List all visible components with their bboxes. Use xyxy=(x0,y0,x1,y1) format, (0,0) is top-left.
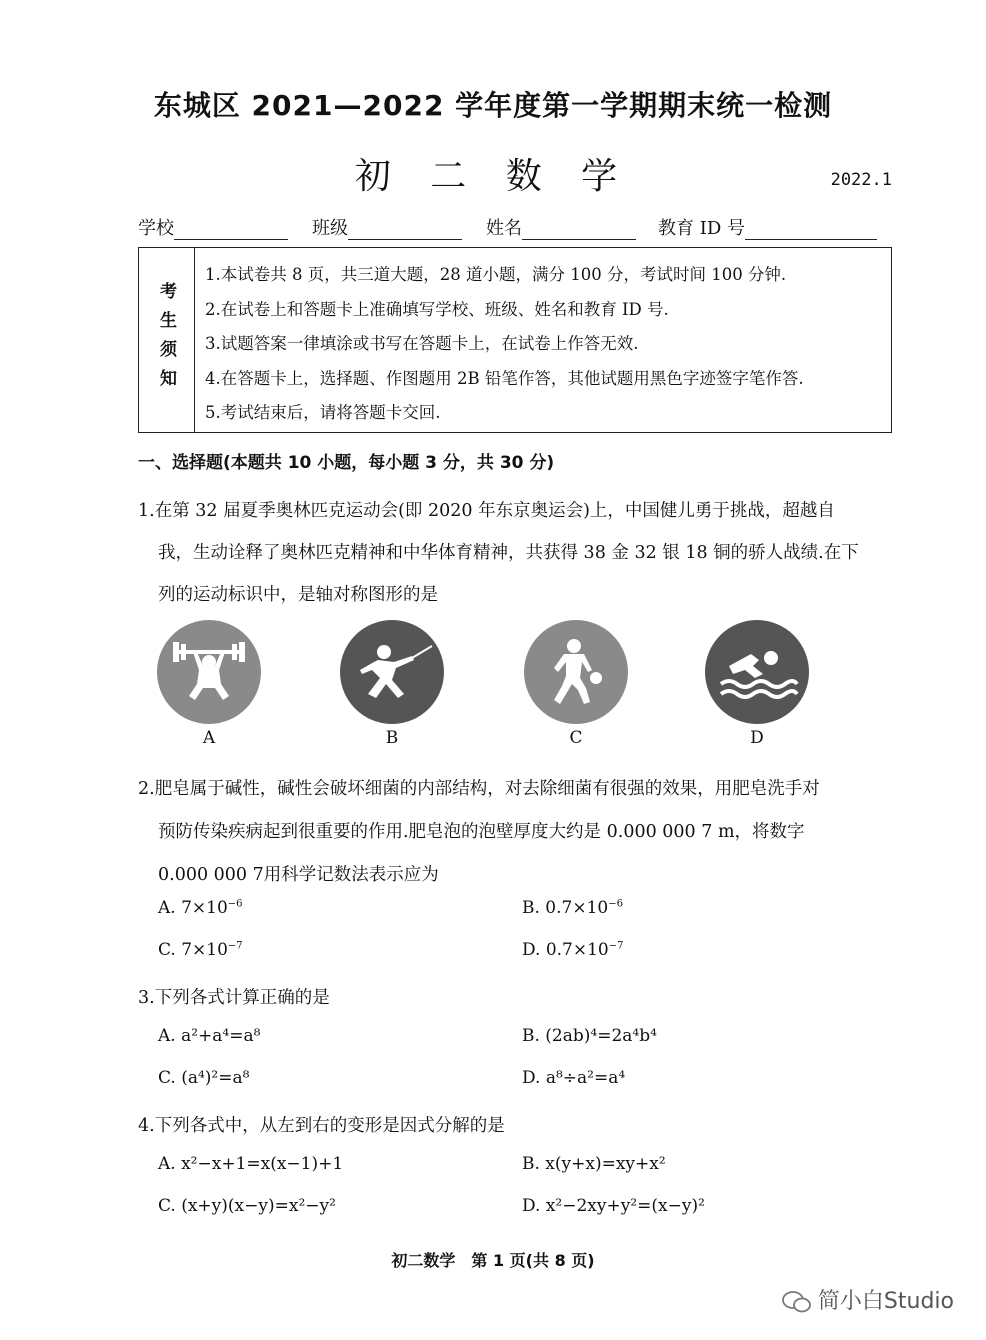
exam-date: 2022.1 xyxy=(830,170,892,190)
watermark-text: 简小白Studio xyxy=(817,1289,954,1314)
option-exponent: −7 xyxy=(227,940,243,952)
option-label-b: B xyxy=(385,728,399,748)
option-label-d: D xyxy=(750,728,764,748)
question-line: 1.在第 32 届夏季奥林匹克运动会(即 2020 年东京奥运会)上，中国健儿勇于挑战，超越自 xyxy=(138,501,835,521)
notice-box xyxy=(138,247,892,433)
fencing-icon xyxy=(340,620,444,724)
notice-list xyxy=(205,258,804,431)
notice-heading-cell xyxy=(139,248,195,432)
notice-item: 3.试题答案一律填涂或书写在答题卡上，在试卷上作答无效. xyxy=(205,334,639,353)
name-field[interactable] xyxy=(486,214,636,240)
weightlifting-icon xyxy=(157,620,261,724)
class-label: 班级 xyxy=(312,218,348,239)
question-line: 预防传染疾病起到很重要的作用.肥皂泡的泡壁厚度大约是 0.000 000 7 m，将数字 xyxy=(158,822,805,842)
q3-option-c[interactable]: C. (a⁴)²=a⁸ xyxy=(158,1068,250,1088)
subject-title: 初 二 数 学 xyxy=(354,156,632,197)
q4-option-d[interactable]: D. x²−2xy+y²=(x−y)² xyxy=(522,1196,705,1216)
edu-id-blank[interactable] xyxy=(745,219,877,240)
exam-title: 东城区 2021—2022 学年度第一学期期末统一检测 xyxy=(153,89,833,122)
question-4-stem: 4.下列各式中，从左到右的变形是因式分解的是 xyxy=(138,1116,505,1136)
page-footer: 初二数学 第 1 页(共 8 页) xyxy=(391,1251,595,1270)
class-blank[interactable] xyxy=(348,219,462,240)
basketball-icon xyxy=(524,620,628,724)
wechat-icon xyxy=(782,1291,812,1313)
school-field[interactable] xyxy=(138,214,288,240)
name-blank[interactable] xyxy=(522,219,636,240)
q3-option-b[interactable]: B. (2ab)⁴=2a⁴b⁴ xyxy=(522,1026,657,1046)
notice-item: 1.本试卷共 8 页，共三道大题，28 道小题，满分 100 分，考试时间 100 分钟. xyxy=(205,265,787,284)
question-line: 0.000 000 7用科学记数法表示应为 xyxy=(158,865,439,885)
option-text: B. 0.7×10 xyxy=(522,898,609,918)
question-line: 列的运动标识中，是轴对称图形的是 xyxy=(158,585,438,605)
q2-option-a[interactable] xyxy=(158,898,243,918)
name-label: 姓名 xyxy=(486,218,522,239)
option-exponent: −7 xyxy=(608,940,624,952)
swimming-icon xyxy=(705,620,809,724)
q4-option-b[interactable]: B. x(y+x)=xy+x² xyxy=(522,1154,666,1174)
option-exponent: −6 xyxy=(608,898,623,910)
notice-item: 5.考试结束后，请将答题卡交回. xyxy=(205,403,441,422)
edu-id-field[interactable] xyxy=(658,214,877,240)
q2-option-d[interactable] xyxy=(522,940,624,960)
option-text: A. 7×10 xyxy=(158,898,228,918)
class-field[interactable] xyxy=(312,214,462,240)
question-line: 2.肥皂属于碱性，碱性会破坏细菌的内部结构，对去除细菌有很强的效果，用肥皂洗手对 xyxy=(138,779,820,799)
notice-heading: 考生须知 xyxy=(156,282,176,398)
option-label-a: A xyxy=(202,728,216,748)
question-line: 我，生动诠释了奥林匹克精神和中华体育精神，共获得 38 金 32 银 18 铜的骄人战绩.在下 xyxy=(158,543,859,563)
q3-option-d[interactable]: D. a⁸÷a²=a⁴ xyxy=(522,1068,626,1088)
school-label: 学校 xyxy=(138,218,174,239)
question-1 xyxy=(138,490,859,616)
question-3-stem: 3.下列各式计算正确的是 xyxy=(138,988,330,1008)
q2-option-b[interactable] xyxy=(522,898,623,918)
school-blank[interactable] xyxy=(174,219,288,240)
option-text: D. 0.7×10 xyxy=(522,940,609,960)
q2-option-c[interactable] xyxy=(158,940,243,960)
q4-option-c[interactable]: C. (x+y)(x−y)=x²−y² xyxy=(158,1196,336,1216)
q3-option-a[interactable]: A. a²+a⁴=a⁸ xyxy=(158,1026,261,1046)
option-exponent: −6 xyxy=(227,898,243,910)
notice-item: 4.在答题卡上，选择题、作图题用 2B 铅笔作答，其他试题用黑色字迹签字笔作答. xyxy=(205,368,804,388)
notice-item: 2.在试卷上和答题卡上准确填写学校、班级、姓名和教育 ID 号. xyxy=(205,299,669,319)
option-text: C. 7×10 xyxy=(158,940,228,960)
option-label-c: C xyxy=(569,728,583,748)
q4-option-a[interactable]: A. x²−x+1=x(x−1)+1 xyxy=(158,1154,344,1174)
section-heading: 一、选择题(本题共 10 小题，每小题 3 分，共 30 分) xyxy=(138,453,555,473)
edu-id-label: 教育 ID 号 xyxy=(658,218,745,239)
question-2 xyxy=(138,768,820,897)
watermark xyxy=(782,1284,954,1315)
